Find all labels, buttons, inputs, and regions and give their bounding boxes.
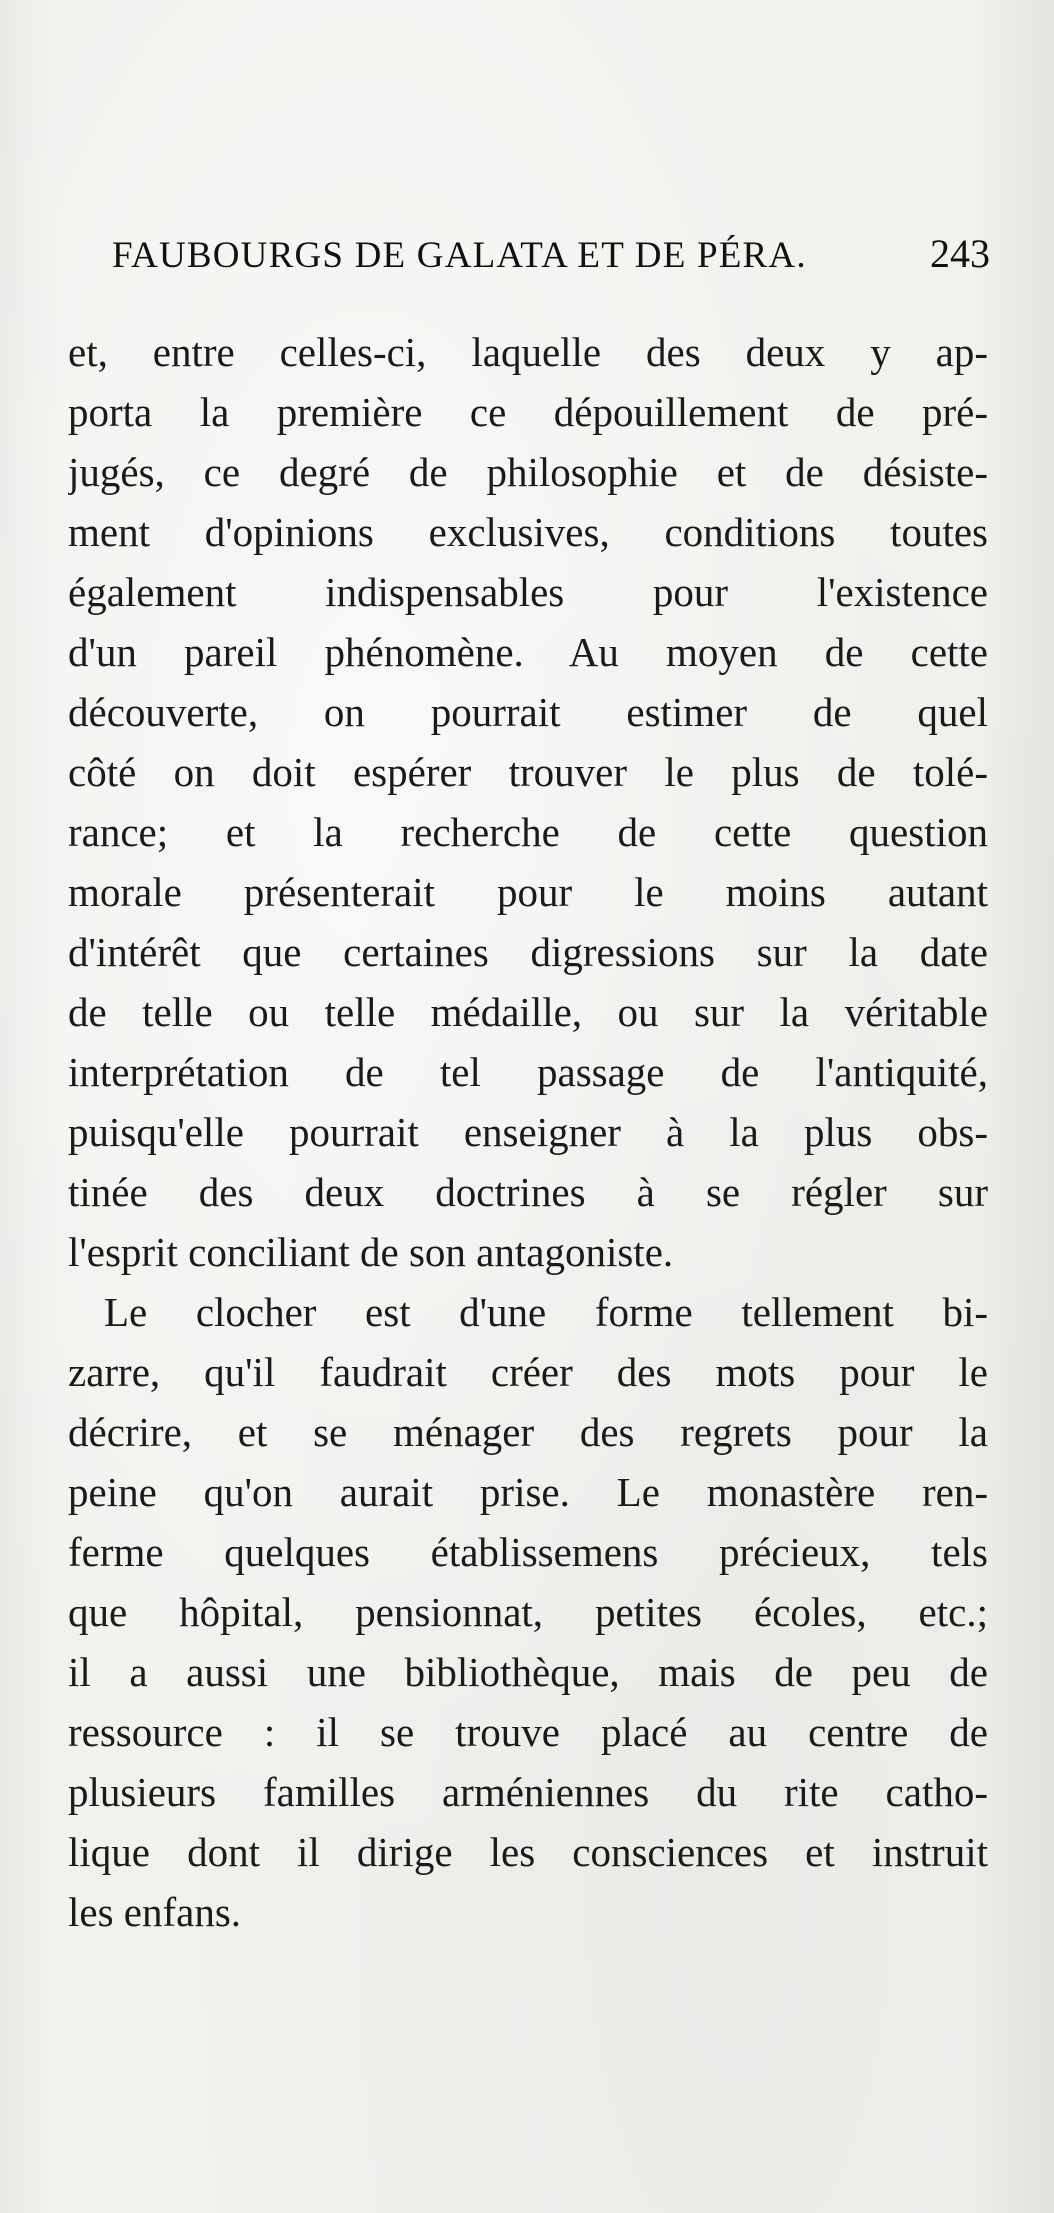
body-text [68,322,988,1942]
text-line: plusieurs familles arméniennes du rite catho- [68,1769,988,1815]
text-line: porta la première ce dépouillement de pré- [68,389,988,435]
text-line: ment d'opinions exclusives, conditions toutes [68,509,988,555]
text-line: zarre, qu'il faudrait créer des mots pour le [68,1349,988,1395]
text-line: que hôpital, pensionnat, petites écoles, etc.; [68,1589,988,1635]
running-head [112,230,990,277]
text-line: tinée des deux doctrines à se régler sur [68,1169,988,1215]
text-line: jugés, ce degré de philosophie et de désiste- [68,449,988,495]
text-line: ferme quelques établissemens précieux, tels [68,1529,988,1575]
text-line: Le clocher est d'une forme tellement bi- [104,1289,988,1335]
text-line: interprétation de tel passage de l'antiquité, [68,1049,988,1095]
running-head-title: FAUBOURGS DE GALATA ET DE PÉRA. [112,235,807,276]
text-line: côté on doit espérer trouver le plus de tolé- [68,749,988,795]
text-line: également indispensables pour l'existence [68,569,988,615]
text-line: décrire, et se ménager des regrets pour la [68,1409,988,1455]
text-line: peine qu'on aurait prise. Le monastère ren- [68,1469,988,1515]
text-line: d'intérêt que certaines digressions sur la date [68,929,988,975]
text-line: rance; et la recherche de cette question [68,809,988,855]
text-line: l'esprit conciliant de son antagoniste. [68,1229,674,1275]
text-line: d'un pareil phénomène. Au moyen de cette [68,629,988,675]
text-line: il a aussi une bibliothèque, mais de peu de [68,1649,988,1695]
text-line: de telle ou telle médaille, ou sur la véritable [68,989,988,1035]
text-line: ressource : il se trouve placé au centre de [68,1709,988,1755]
text-line: morale présenterait pour le moins autant [68,869,988,915]
text-line: et, entre celles-ci, laquelle des deux y ap- [68,329,988,375]
paragraph-1 [68,322,988,1282]
text-line: les enfans. [68,1889,242,1935]
paragraph-2 [68,1282,988,1942]
page-number: 243 [930,231,990,276]
text-line: puisqu'elle pourrait enseigner à la plus obs- [68,1109,988,1155]
text-line: lique dont il dirige les consciences et instruit [68,1829,988,1875]
text-line: découverte, on pourrait estimer de quel [68,689,988,735]
